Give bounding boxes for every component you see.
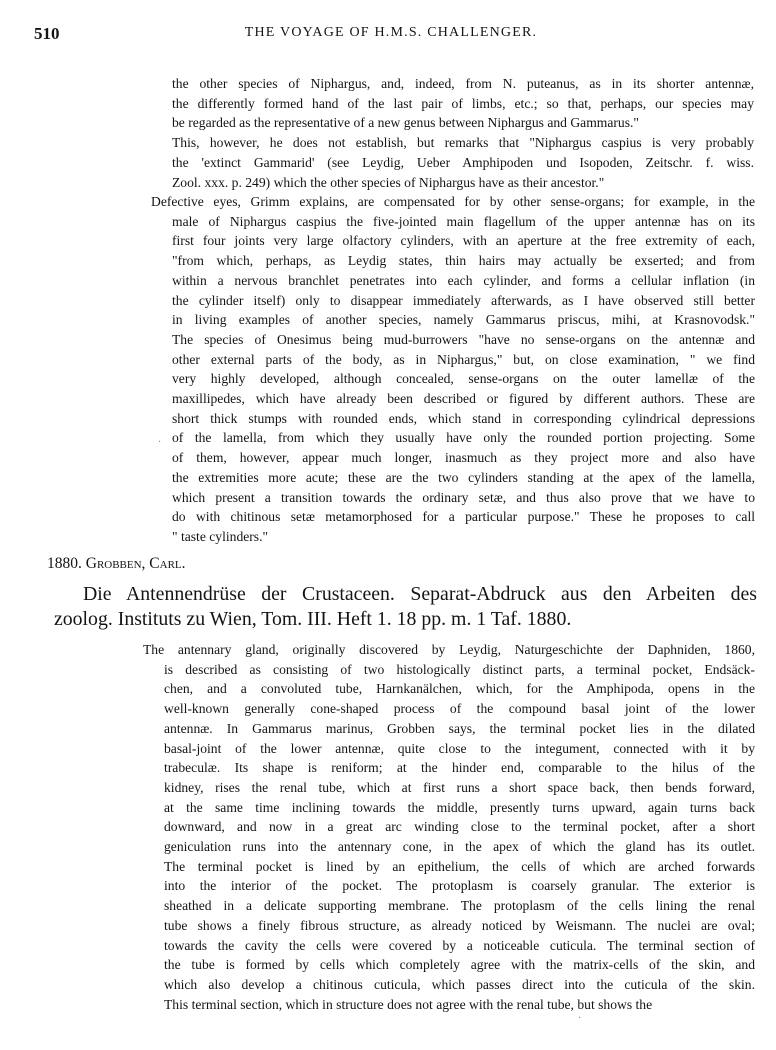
- text-line: first four joints very large olfactory cylinders, with an aperture at the free extremity of each,: [172, 233, 755, 249]
- text-line: male of Niphargus caspius the five-jointed main flagellum of the upper antennæ has on its: [172, 213, 755, 229]
- text-line: " taste cylinders.": [172, 528, 269, 544]
- text-line: The terminal pocket is lined by an epithelium, the cells of which are arched forwards: [164, 858, 755, 874]
- text-line: the other species of Niphargus, and, indeed, from N. puteanus, as in its shorter antennæ,: [172, 76, 754, 91]
- bibliography-entry-heading: [47, 555, 186, 573]
- page-number: 510: [34, 24, 60, 43]
- text-line: This terminal section, which in structure does not agree with the renal tube, but shows the: [164, 996, 653, 1012]
- running-title: THE VOYAGE OF H.M.S. CHALLENGER.: [244, 25, 538, 40]
- entry-year: 1880.: [47, 555, 82, 572]
- text-line: is described as consisting of two histologically distinct parts, a terminal pocket, Endsäck-: [164, 661, 755, 677]
- text-line: chen, and a convoluted tube, Harnkanälchen, which, for the Amphipoda, opens in the: [164, 681, 755, 697]
- text-line: of the lamella, from which they usually have only the rounded portion projecting. Some: [172, 430, 755, 446]
- entry-author: Grobben, Carl.: [85, 555, 186, 572]
- text-line: antennæ. In Gammarus marinus, Grobben says, the terminal pocket lies in the dilated: [164, 720, 755, 736]
- text-line: the cylinder itself) only to disappear immediately afterwards, as I have observed still better: [172, 292, 755, 308]
- text-line: towards the cavity the cells were covered by a noticeable cuticula. The terminal section of: [164, 937, 755, 953]
- text-line: in living examples of another species, namely Gammarus priscus, mihi, at Krasnovodsk.": [172, 312, 755, 328]
- work-title-line: zoolog. Instituts zu Wien, Tom. III. Heft 1. 18 pp. m. 1 Taf. 1880.: [54, 608, 572, 630]
- text-line: geniculation runs into the antennary cone, in the apex of which the gland has its outlet.: [164, 839, 755, 855]
- text-line: tube shows a finely fibrous structure, as already noticed by Weismann. The nuclei are oval;: [164, 917, 755, 933]
- text-line: of them, however, appear much longer, inasmuch as they project more and also have: [172, 450, 755, 466]
- work-title-line: Die Antennendrüse der Crustaceen. Separat-Abdruck aus den Arbeiten des: [83, 583, 757, 605]
- text-line: "from which, perhaps, as Leydig states, thin hairs may actually be exserted; and from: [172, 253, 755, 269]
- text-line: which present a transition towards the ordinary setæ, and thus also prove that we have to: [172, 489, 755, 505]
- text-line: the extremities more acute; these are the two cylinders standing at the apex of the lamella,: [172, 469, 755, 485]
- text-line: at the same time inclining towards the middle, presently turns upward, again turns back: [164, 799, 755, 815]
- text-line: the 'extinct Gammarid' (see Leydig, Ueber Amphipoden und Isopoden, Zeitschr. f. wiss.: [172, 154, 754, 170]
- text-line: The antennary gland, originally discovered by Leydig, Naturgeschichte der Daphniden, 1860,: [143, 642, 755, 657]
- text-line: downward, and now in a great arc winding close to the terminal pocket, after a short: [164, 819, 755, 835]
- text-line: basal-joint of the lower antennæ, quite close to the integument, connected with it by: [164, 740, 755, 756]
- margin-mark: ·: [158, 437, 162, 448]
- text-line: Zool. xxx. p. 249) which the other species of Niphargus have as their ancestor.": [172, 174, 605, 190]
- text-line: which also develop a chitinous cuticula, which passes direct into the cuticula of the skin.: [164, 976, 755, 992]
- page-header: [34, 24, 748, 48]
- text-line: very highly developed, although concealed, sense-organs on the outer lamellæ of the: [172, 371, 755, 387]
- text-line: do with chitinous setæ metamorphosed for a particular purpose." These he proposes to call: [172, 509, 755, 525]
- text-line: well-known generally cone-shaped process of the compound basal joint of the lower: [164, 701, 755, 717]
- text-line: Defective eyes, Grimm explains, are compensated for by other sense-organs; for example, in the: [151, 194, 755, 209]
- text-line: short thick stumps with rounded ends, which stand in corresponding cylindrical depressions: [172, 410, 755, 426]
- text-line: within a nervous branchlet penetrates into each cylinder, and forms a cellular inflation (in: [172, 272, 755, 288]
- bottom-mark: ·: [578, 1013, 582, 1024]
- text-line: maxillipedes, which have already been described or figured by different authors. These are: [172, 391, 755, 407]
- text-line: other external parts of the body, as in Niphargus," but, on close examination, " we find: [172, 351, 755, 367]
- antennary-gland-paragraph: [143, 640, 755, 1014]
- text-line: kidney, rises the renal tube, which at first runs a short space back, then bends forward,: [164, 779, 755, 795]
- text-line: sheathed in a delicate supporting membrane. The protoplasm of the cells lining the renal: [164, 898, 755, 914]
- continuation-paragraph: [172, 74, 754, 192]
- text-line: The species of Onesimus being mud-burrowers "have no sense-organs on the antennæ and: [172, 331, 755, 347]
- text-line: trabeculæ. Its shape is reniform; at the hinder end, comparable to the hilus of the: [164, 760, 755, 776]
- defective-eyes-paragraph: [151, 192, 755, 547]
- text-line: the tube is formed by cells which completely agree with the matrix-cells of the skin, and: [164, 957, 755, 973]
- text-line: into the interior of the pocket. The protoplasm is coarsely granular. The exterior is: [164, 878, 755, 894]
- work-title: [54, 582, 757, 632]
- text-line: be regarded as the representative of a new genus between Niphargus and Gammarus.": [172, 115, 639, 131]
- text-line: the differently formed hand of the last pair of limbs, etc.; so that, perhaps, our species may: [172, 95, 754, 111]
- text-line: This, however, he does not establish, but remarks that "Niphargus caspius is very probably: [172, 135, 754, 151]
